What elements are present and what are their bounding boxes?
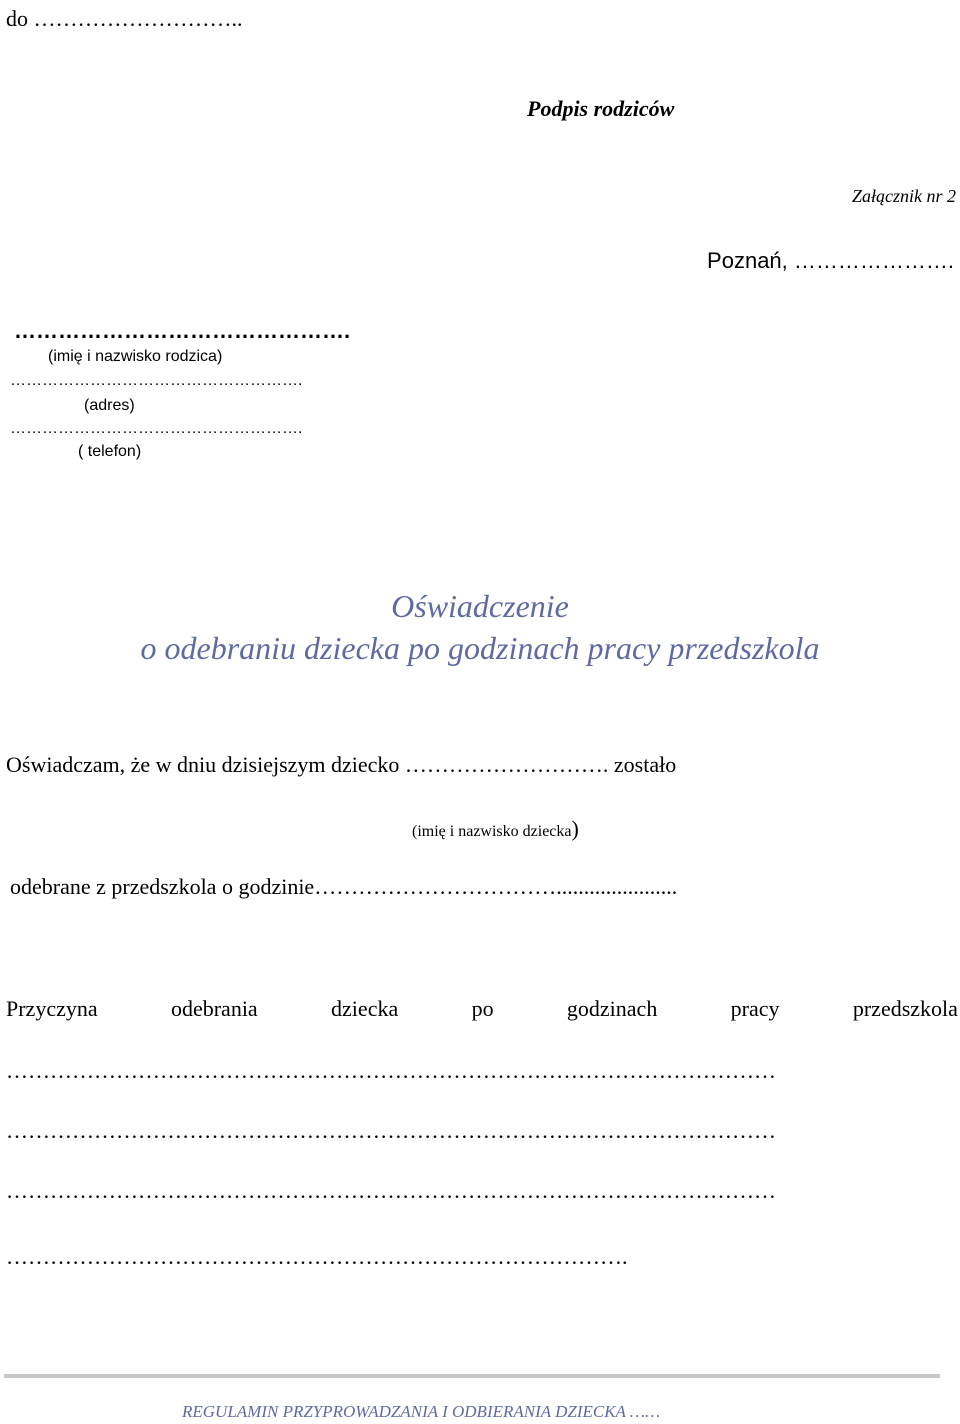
reason-dots-line: …………………………………………………………………………………………… (6, 1178, 776, 1203)
city-date-line: Poznań, …………………. (707, 248, 954, 273)
child-name-label (412, 816, 579, 842)
parent-address-label: (adres) (84, 397, 135, 414)
footer-title: REGULAMIN PRZYPROWADZANIA I ODBIERANIA DZIECKA …… (182, 1402, 661, 1421)
reason-word: Przyczyna (6, 996, 98, 1021)
parent-name-dots: ………………………………………. (14, 318, 351, 343)
document-subtitle: o odebraniu dziecka po godzinach pracy przedszkola (140, 630, 820, 666)
parent-phone-dots: ………………………………………………. (10, 420, 303, 437)
child-name-label-paren: ) (571, 816, 579, 841)
reason-word: dziecka (331, 996, 399, 1021)
reason-line (6, 996, 958, 1022)
footer-divider (4, 1374, 940, 1378)
parent-name-label: (imię i nazwisko rodzica) (48, 348, 223, 365)
reason-word: przedszkola (852, 996, 958, 1021)
reason-word: godzinach (566, 996, 658, 1021)
pickup-time-line: odebrane z przedszkola o godzinie……………………………...................... (10, 874, 678, 899)
attachment-number: Załącznik nr 2 (851, 186, 956, 206)
addressee-line: do ……………………….. (6, 6, 243, 31)
child-name-label-text: (imię i nazwisko dziecka (412, 823, 572, 840)
reason-dots-line: …………………………………………………………………………. (6, 1244, 628, 1269)
reason-word: odebrania (170, 996, 258, 1021)
reason-dots-line: …………………………………………………………………………………………… (6, 1058, 776, 1083)
parent-phone-label: ( telefon) (78, 443, 142, 460)
parent-address-dots: ………………………………………………. (10, 372, 303, 389)
reason-word: pracy (730, 996, 780, 1021)
reason-dots-line: …………………………………………………………………………………………… (6, 1118, 776, 1143)
parents-signature-label: Podpis rodziców (527, 96, 675, 121)
statement-line: Oświadczam, że w dniu dzisiejszym dziecko ………………………. zostało (6, 752, 677, 777)
document-title: Oświadczenie (391, 588, 569, 624)
reason-word: po (471, 996, 494, 1021)
